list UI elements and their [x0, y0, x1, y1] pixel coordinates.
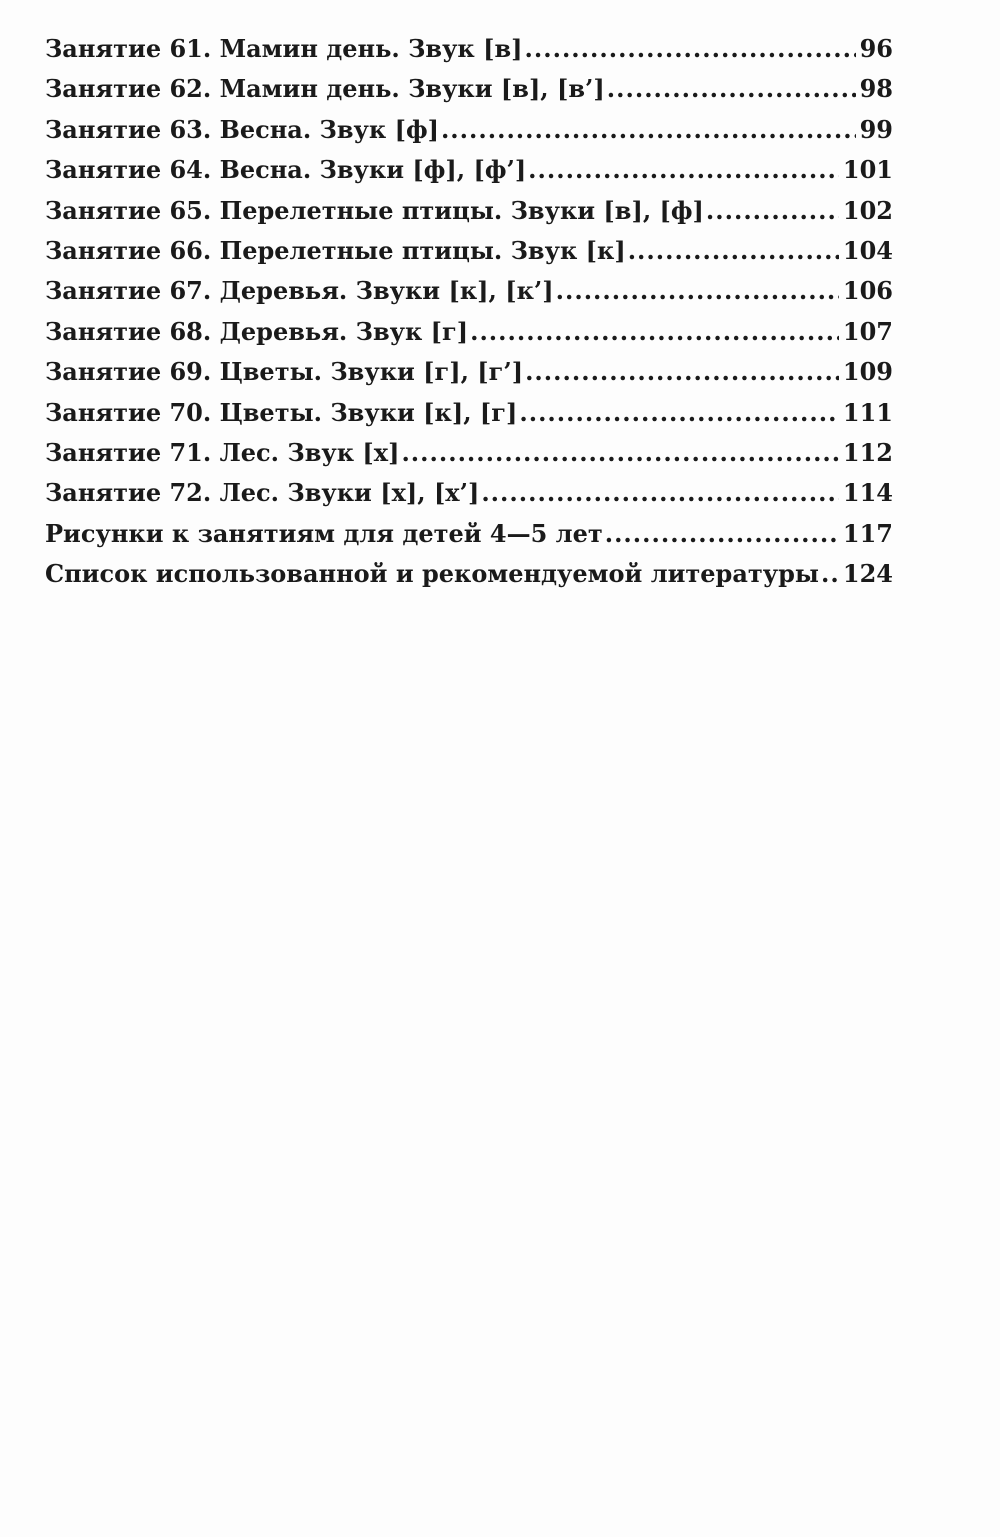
toc-entry-page-number: 117 [842, 518, 893, 548]
toc-dot-leader [556, 276, 839, 305]
toc-entry-page-number: 99 [859, 114, 893, 144]
toc-entry-page-number: 112 [842, 437, 893, 467]
toc-entry-page-number: 107 [842, 316, 893, 346]
toc-dot-leader [481, 478, 839, 507]
table-of-contents [45, 34, 893, 599]
toc-entry-page-number: 98 [859, 74, 893, 104]
toc-entry-title: Занятие 63. Весна. Звук [ф] [45, 114, 439, 144]
toc-dot-leader [821, 559, 839, 588]
toc-entry-title: Занятие 71. Лес. Звук [х] [45, 437, 400, 467]
toc-entry-page-number: 114 [842, 478, 893, 508]
toc-entry [45, 34, 893, 74]
toc-entry-title: Занятие 65. Перелетные птицы. Звуки [в], [ф] [45, 195, 704, 225]
toc-entry [45, 478, 893, 518]
toc-entry [45, 115, 893, 155]
toc-dot-leader [628, 236, 839, 265]
toc-dot-leader [441, 115, 856, 144]
toc-dot-leader [528, 155, 839, 184]
toc-dot-leader [519, 398, 839, 427]
toc-dot-leader [525, 357, 839, 386]
toc-entry-title: Занятие 68. Деревья. Звук [г] [45, 316, 469, 346]
toc-entry [45, 155, 893, 195]
toc-entry-title: Занятие 62. Мамин день. Звуки [в], [в’] [45, 74, 605, 104]
toc-entry-page-number: 102 [842, 195, 893, 225]
toc-entry-title: Занятие 70. Цветы. Звуки [к], [г] [45, 397, 518, 427]
toc-entry-page-number: 111 [842, 397, 893, 427]
toc-entry-page-number: 124 [842, 559, 893, 589]
toc-entry-title: Занятие 69. Цветы. Звуки [г], [г’] [45, 357, 524, 387]
toc-entry-page-number: 101 [842, 155, 893, 185]
toc-dot-leader [525, 34, 856, 63]
toc-entry [45, 236, 893, 276]
toc-entry [45, 438, 893, 478]
toc-entry-title: Список использованной и рекомендуемой литературы [45, 559, 819, 589]
toc-entry-title: Занятие 72. Лес. Звуки [х], [х’] [45, 478, 480, 508]
toc-entry-page-number: 96 [859, 34, 893, 63]
toc-entry [45, 317, 893, 357]
toc-dot-leader [706, 196, 839, 225]
toc-entry-title: Занятие 66. Перелетные птицы. Звук [к] [45, 235, 626, 265]
toc-dot-leader [470, 317, 839, 346]
toc-entry-page-number: 109 [842, 357, 893, 387]
toc-entry-title: Занятие 67. Деревья. Звуки [к], [к’] [45, 276, 554, 306]
toc-dot-leader [607, 74, 856, 103]
toc-entry-title: Занятие 61. Мамин день. Звук [в] [45, 34, 523, 63]
toc-entry [45, 519, 893, 559]
toc-entry [45, 276, 893, 316]
toc-entry [45, 559, 893, 599]
toc-entry-title: Занятие 64. Весна. Звуки [ф], [ф’] [45, 155, 527, 185]
toc-dot-leader [605, 519, 839, 548]
toc-entry [45, 74, 893, 114]
toc-entry-page-number: 104 [842, 235, 893, 265]
toc-entry [45, 196, 893, 236]
toc-dot-leader [401, 438, 838, 467]
toc-entry [45, 357, 893, 397]
toc-entry-title: Рисунки к занятиям для детей 4—5 лет [45, 518, 603, 548]
toc-entry-page-number: 106 [842, 276, 893, 306]
toc-entry [45, 398, 893, 438]
